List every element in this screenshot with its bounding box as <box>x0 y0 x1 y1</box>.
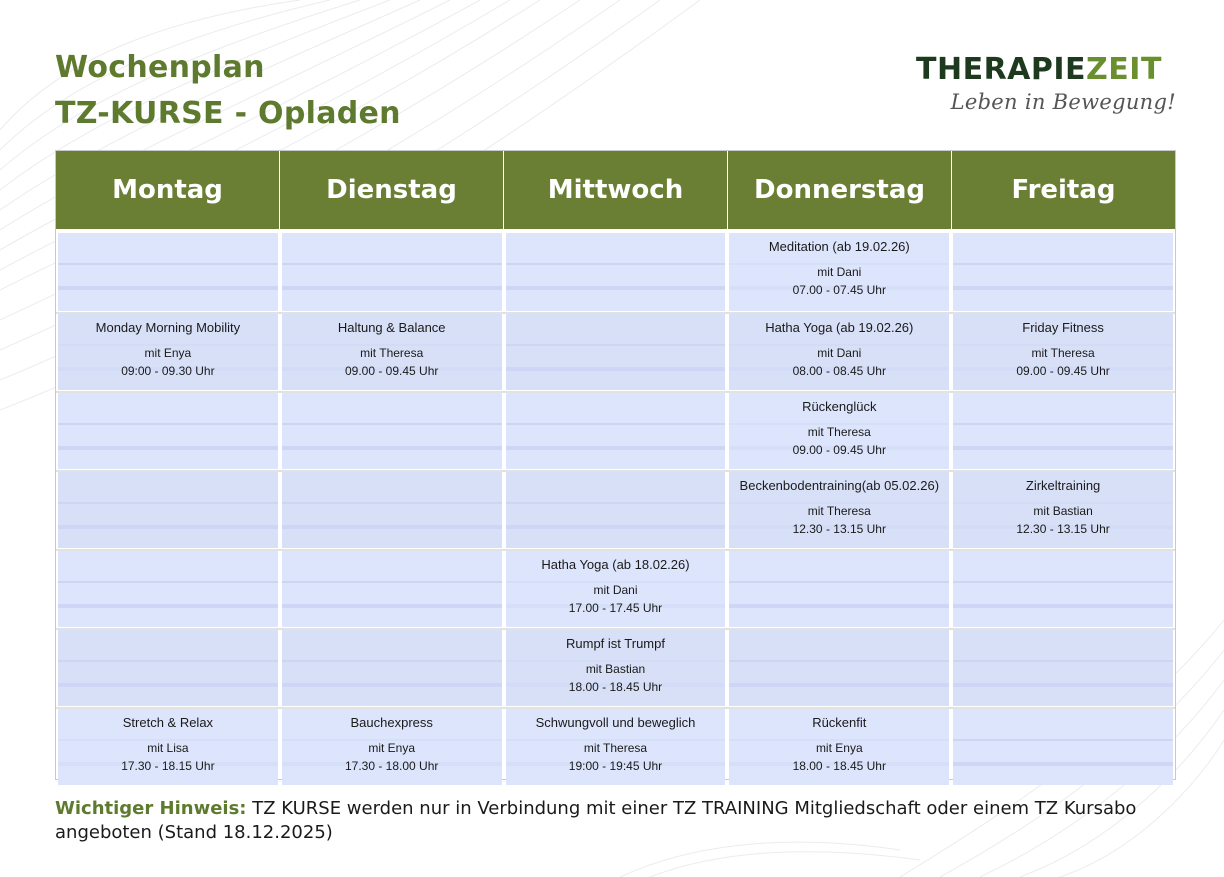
course-name: Friday Fitness <box>1022 320 1104 335</box>
empty-cell <box>58 393 278 469</box>
empty-cell <box>506 393 726 469</box>
course-name: Rückenglück <box>802 399 877 414</box>
course-trainer: mit Dani <box>817 346 862 360</box>
course-name: Bauchexpress <box>350 715 433 730</box>
course-name: Meditation (ab 19.02.26) <box>768 239 910 254</box>
course-time: 09.00 - 09.45 Uhr <box>792 443 886 457</box>
empty-cell <box>729 630 949 706</box>
empty-cell <box>282 233 502 311</box>
course-cell <box>58 314 278 390</box>
schedule-row <box>56 391 1175 469</box>
course-cell <box>953 472 1173 548</box>
course-name: Stretch & Relax <box>122 715 214 730</box>
empty-cell <box>58 630 278 706</box>
empty-cell <box>953 630 1173 706</box>
schedule-row <box>56 312 1175 390</box>
schedule-row <box>56 233 1175 311</box>
day-header-montag: Montag <box>56 151 280 229</box>
course-trainer: mit Theresa <box>583 741 648 755</box>
course-name: Hatha Yoga (ab 19.02.26) <box>765 320 914 335</box>
course-time: 17.30 - 18.00 Uhr <box>344 759 439 773</box>
course-trainer: mit Enya <box>368 741 416 755</box>
important-note <box>55 797 1165 845</box>
course-time: 09.00 - 09.45 Uhr <box>344 364 439 378</box>
schedule-row <box>56 549 1175 627</box>
schedule-row <box>56 470 1175 548</box>
course-cell <box>729 709 949 785</box>
course-cell <box>729 472 949 548</box>
course-cell <box>729 233 949 311</box>
empty-cell <box>58 472 278 548</box>
empty-cell <box>729 551 949 627</box>
schedule-row <box>56 628 1175 706</box>
course-time: 17.30 - 18.15 Uhr <box>121 759 215 773</box>
course-name: Beckenbodentraining(ab 05.02.26) <box>739 478 940 493</box>
course-time: 18.00 - 18.45 Uhr <box>568 680 663 694</box>
course-cell <box>506 709 726 785</box>
therapiezeit-logo <box>916 52 1176 132</box>
page-subtitle: TZ-KURSE - Opladen <box>55 96 401 131</box>
course-name: Haltung & Balance <box>337 320 446 335</box>
course-cell <box>506 551 726 627</box>
course-time: 07.00 - 07.45 Uhr <box>792 283 886 297</box>
schedule-rows <box>56 229 1175 785</box>
empty-cell <box>58 551 278 627</box>
course-cell <box>58 709 278 785</box>
course-time: 17.00 - 17.45 Uhr <box>568 601 663 615</box>
course-time: 18.00 - 18.45 Uhr <box>792 759 886 773</box>
course-name: Monday Morning Mobility <box>95 320 241 335</box>
day-header-dienstag: Dienstag <box>280 151 504 229</box>
empty-cell <box>953 551 1173 627</box>
empty-cell <box>506 233 726 311</box>
empty-cell <box>506 314 726 390</box>
logo-part2: ZEIT <box>1086 52 1162 87</box>
course-time: 09:00 - 09.30 Uhr <box>121 364 215 378</box>
course-time: 12.30 - 13.15 Uhr <box>792 522 886 536</box>
course-cell <box>729 314 949 390</box>
course-time: 12.30 - 13.15 Uhr <box>1016 522 1110 536</box>
day-header-freitag: Freitag <box>1011 175 1116 205</box>
note-label: Wichtiger Hinweis: <box>55 798 247 819</box>
course-name: Schwungvoll und beweglich <box>535 715 696 730</box>
schedule-header-row <box>56 151 1175 229</box>
course-trainer: mit Theresa <box>1031 346 1095 360</box>
logo-part1: THERAPIE <box>916 52 1087 87</box>
empty-cell <box>58 233 278 311</box>
page-title: Wochenplan <box>55 50 265 85</box>
empty-cell <box>282 630 502 706</box>
course-cell <box>282 709 502 785</box>
empty-cell <box>282 472 502 548</box>
course-trainer: mit Dani <box>593 583 638 597</box>
logo-wordmark <box>916 52 1162 88</box>
course-trainer: mit Bastian <box>1033 504 1093 518</box>
course-name: Rumpf ist Trumpf <box>566 636 665 651</box>
day-header-mittwoch: Mittwoch <box>504 151 728 229</box>
course-time: 19:00 - 19:45 Uhr <box>568 759 663 773</box>
empty-cell <box>282 393 502 469</box>
empty-cell <box>953 393 1173 469</box>
course-cell <box>729 393 949 469</box>
course-cell <box>506 630 726 706</box>
empty-cell <box>506 472 726 548</box>
course-trainer: mit Bastian <box>585 662 646 676</box>
course-time: 08.00 - 08.45 Uhr <box>792 364 886 378</box>
course-cell <box>953 314 1173 390</box>
course-trainer: mit Theresa <box>807 425 871 439</box>
course-cell <box>282 314 502 390</box>
empty-cell <box>953 233 1173 311</box>
course-trainer: mit Theresa <box>360 346 424 360</box>
course-trainer: mit Lisa <box>147 741 189 755</box>
course-name: Hatha Yoga (ab 18.02.26) <box>541 557 690 572</box>
course-trainer: mit Dani <box>817 265 862 279</box>
schedule-row <box>56 707 1175 785</box>
course-name: Rückenfit <box>812 715 867 730</box>
empty-cell <box>953 709 1173 785</box>
course-trainer: mit Theresa <box>807 504 871 518</box>
course-trainer: mit Enya <box>815 741 863 755</box>
course-time: 09.00 - 09.45 Uhr <box>1016 364 1110 378</box>
note-text: TZ KURSE werden nur in Verbindung mit einer TZ TRAINING Mitgliedschaft oder einem TZ Kursabo angeboten (Stand 18.12.2025) <box>55 798 1137 843</box>
weekly-schedule-table <box>55 150 1176 780</box>
course-name: Zirkeltraining <box>1025 478 1101 493</box>
day-header-donnerstag: Donnerstag <box>728 151 952 229</box>
course-trainer: mit Enya <box>144 346 192 360</box>
logo-tagline: Leben in Bewegung! <box>950 90 1176 114</box>
empty-cell <box>282 551 502 627</box>
